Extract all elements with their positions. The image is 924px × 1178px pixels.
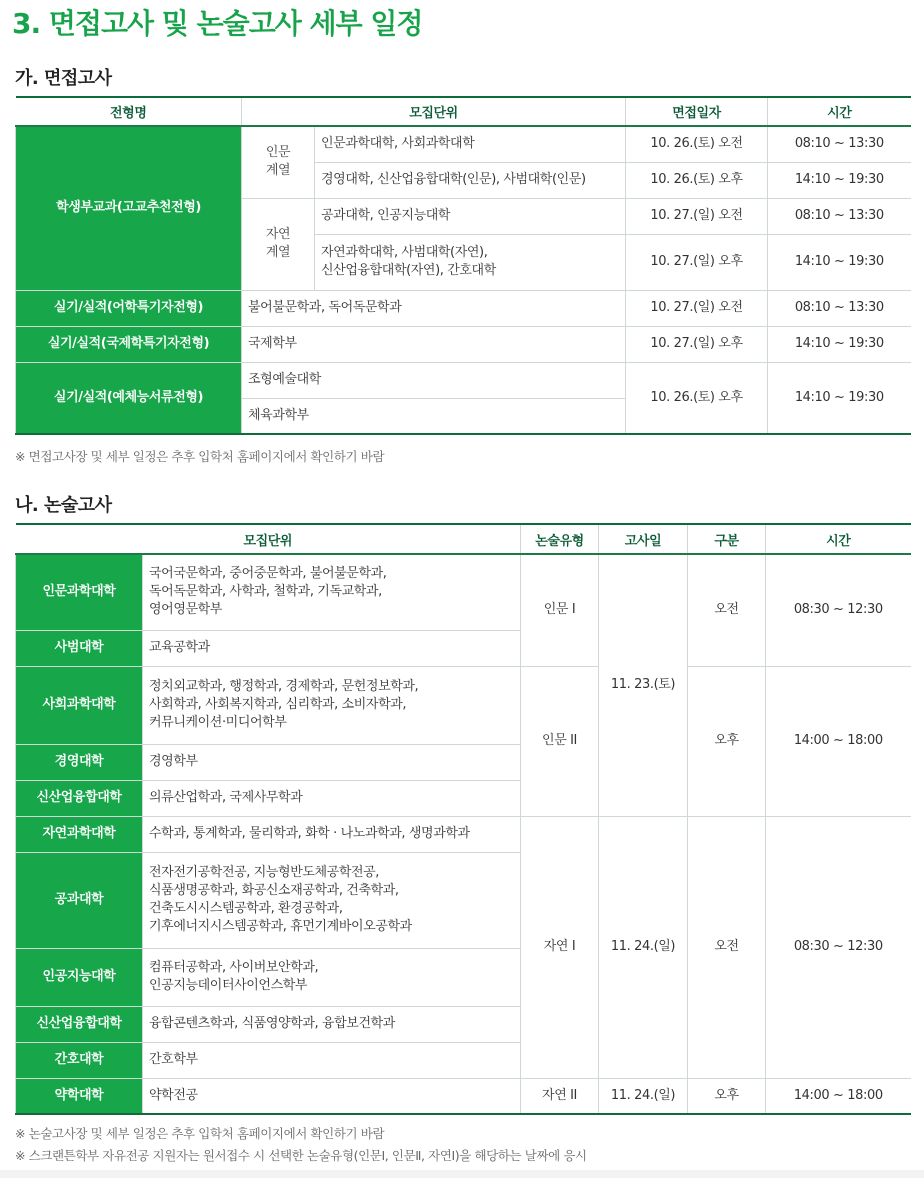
- group-label-line: 자연: [265, 227, 291, 242]
- unit-line: 신산업융합대학(자연), 간호대학: [321, 263, 496, 278]
- interview-heading: 가. 면접고사: [15, 68, 112, 89]
- time-cell: 14:10 ~ 19:30: [768, 234, 911, 290]
- date-cell: 10. 27.(일) 오전: [626, 290, 768, 326]
- college-cell: 사회과학대학: [16, 666, 143, 744]
- unit-cell: 국제학부: [242, 326, 626, 362]
- time-cell: 08:10 ~ 13:30: [768, 126, 911, 162]
- time-cell: 14:00 ~ 18:00: [766, 666, 911, 816]
- dept-cell: [143, 554, 521, 630]
- college-cell: 신산업융합대학: [16, 1006, 143, 1042]
- footer-bar: [0, 1170, 924, 1178]
- dept-cell: 수학과, 통계학과, 물리학과, 화학 · 나노과학과, 생명과학과: [143, 816, 521, 852]
- period-cell: 오후: [688, 666, 766, 816]
- type-cell: 자연 II: [521, 1078, 599, 1114]
- dept-line: 전자전기공학전공, 지능형반도체공학전공,: [149, 865, 380, 880]
- date-cell: 10. 26.(토) 오전: [626, 126, 768, 162]
- dept-cell: [143, 852, 521, 948]
- college-cell: 공과대학: [16, 852, 143, 948]
- page-title: 3. 면접고사 및 논술고사 세부 일정: [12, 7, 423, 40]
- dept-line: 기후에너지시스템공학과, 휴먼기계바이오공학과: [149, 919, 412, 934]
- unit-cell: 불어불문학과, 독어독문학과: [242, 290, 626, 326]
- group-label-line: 계열: [265, 163, 291, 179]
- header-period: 구분: [688, 524, 766, 554]
- group-science: [242, 198, 315, 290]
- group-humanities: [242, 126, 315, 198]
- dept-cell: 의류산업학과, 국제사무학과: [143, 780, 521, 816]
- time-cell: 08:30 ~ 12:30: [766, 816, 911, 1078]
- dept-cell: 간호학부: [143, 1042, 521, 1078]
- dept-cell: 교육공학과: [143, 630, 521, 666]
- date-cell: 10. 27.(일) 오전: [626, 198, 768, 234]
- header-time: 시간: [768, 97, 911, 126]
- dept-cell: 약학전공: [143, 1078, 521, 1114]
- unit-line: 자연과학대학, 사범대학(자연),: [321, 245, 488, 260]
- dept-line: 식품생명공학과, 화공신소재공학과, 건축학과,: [149, 883, 399, 898]
- header-date: 면접일자: [626, 97, 768, 126]
- unit-cell: 공과대학, 인공지능대학: [315, 198, 626, 234]
- date-cell: 10. 27.(일) 오후: [626, 234, 768, 290]
- dept-line: 독어독문학과, 사학과, 철학과, 기독교학과,: [149, 584, 382, 600]
- header-time: 시간: [766, 524, 911, 554]
- college-cell: 경영대학: [16, 744, 143, 780]
- time-cell: 14:00 ~ 18:00: [766, 1078, 911, 1114]
- college-cell: 사범대학: [16, 630, 143, 666]
- date-cell: 10. 26.(토) 오후: [626, 162, 768, 198]
- header-track: 전형명: [16, 97, 242, 126]
- group-label-line: 인문: [265, 145, 291, 161]
- college-cell: 약학대학: [16, 1078, 143, 1114]
- college-cell: 인문과학대학: [16, 554, 143, 630]
- dept-line: 커뮤니케이션·미디어학부: [149, 715, 287, 730]
- group-label-line: 계열: [265, 245, 291, 260]
- essay-table: [15, 523, 911, 1115]
- unit-cell: [315, 234, 626, 290]
- track-cell: 실기/실적(예체능서류전형): [16, 362, 242, 434]
- time-cell: 08:10 ~ 13:30: [768, 198, 911, 234]
- header-date: 고사일: [599, 524, 688, 554]
- unit-cell: 경영대학, 신산업융합대학(인문), 사범대학(인문): [315, 162, 626, 198]
- header-unit: 모집단위: [16, 524, 521, 554]
- dept-line: 인공지능데이터사이언스학부: [149, 978, 308, 993]
- exam-date-cell: 11. 24.(일): [599, 816, 688, 1078]
- college-cell: 신산업융합대학: [16, 780, 143, 816]
- dept-line: 정치외교학과, 행정학과, 경제학과, 문헌정보학과,: [149, 679, 419, 694]
- interview-note: ※ 면접고사장 및 세부 일정은 추후 입학처 홈페이지에서 확인하기 바람: [15, 449, 385, 464]
- dept-cell: [143, 666, 521, 744]
- essay-note-1: ※ 논술고사장 및 세부 일정은 추후 입학처 홈페이지에서 확인하기 바람: [15, 1126, 385, 1141]
- exam-date-cell: 11. 24.(일): [599, 1078, 688, 1114]
- time-cell: 08:10 ~ 13:30: [768, 290, 911, 326]
- exam-date-cell: 11. 23.(토): [599, 554, 688, 816]
- time-cell: 14:10 ~ 19:30: [768, 362, 911, 434]
- dept-line: 컴퓨터공학과, 사이버보안학과,: [149, 960, 319, 975]
- dept-line: 사회학과, 사회복지학과, 심리학과, 소비자학과,: [149, 697, 407, 712]
- college-cell: 간호대학: [16, 1042, 143, 1078]
- dept-cell: 경영학부: [143, 744, 521, 780]
- time-cell: 08:30 ~ 12:30: [766, 554, 911, 666]
- track-cell: 실기/실적(어학특기자전형): [16, 290, 242, 326]
- period-cell: 오전: [688, 816, 766, 1078]
- type-cell: 자연 I: [521, 816, 599, 1078]
- period-cell: 오후: [688, 1078, 766, 1114]
- unit-cell: 인문과학대학, 사회과학대학: [315, 126, 626, 162]
- date-cell: 10. 27.(일) 오후: [626, 326, 768, 362]
- dept-cell: 융합콘텐츠학과, 식품영양학과, 융합보건학과: [143, 1006, 521, 1042]
- period-cell: 오전: [688, 554, 766, 666]
- interview-table: [15, 96, 911, 435]
- time-cell: 14:10 ~ 19:30: [768, 162, 911, 198]
- dept-line: 영어영문학부: [149, 602, 222, 618]
- time-cell: 14:10 ~ 19:30: [768, 326, 911, 362]
- header-type: 논술유형: [521, 524, 599, 554]
- dept-cell: [143, 948, 521, 1006]
- dept-line: 건축도시시스템공학과, 환경공학과,: [149, 901, 343, 916]
- essay-heading: 나. 논술고사: [15, 495, 112, 516]
- type-cell: 인문 II: [521, 666, 599, 816]
- college-cell: 인공지능대학: [16, 948, 143, 1006]
- unit-cell: 체육과학부: [242, 398, 626, 434]
- college-cell: 자연과학대학: [16, 816, 143, 852]
- date-cell: 10. 26.(토) 오후: [626, 362, 768, 434]
- type-cell: 인문 I: [521, 554, 599, 666]
- dept-line: 국어국문학과, 중어중문학과, 불어불문학과,: [149, 566, 387, 582]
- essay-note-2: ※ 스크랜튼학부 자유전공 지원자는 원서접수 시 선택한 논술유형(인문Ⅰ, 인문Ⅱ, 자연Ⅰ)을 해당하는 날짜에 응시: [15, 1148, 587, 1163]
- track-cell: 실기/실적(국제학특기자전형): [16, 326, 242, 362]
- header-unit: 모집단위: [242, 97, 626, 126]
- unit-cell: 조형예술대학: [242, 362, 626, 398]
- track-cell: 학생부교과(고교추천전형): [16, 126, 242, 290]
